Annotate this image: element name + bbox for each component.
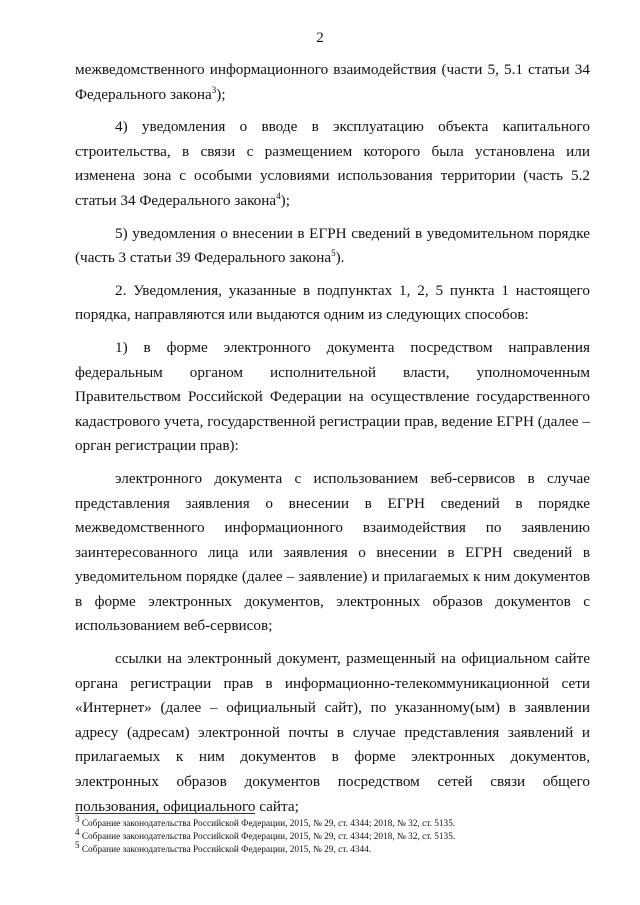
paragraph: 1) в форме электронного документа посредством направления федеральным органом исполнительной власти, уполномоченным Правительством Российской Федерации на осуществление государственного кадастрового учета, государственной регистрации прав, ведение ЕГРН (далее – орган регистрации прав): [75,338,590,455]
footnote-ref: 3 [211,84,217,95]
paragraph: межведомственного информационного взаимодействия (части 5, 5.1 статьи 34 Федерального закона$^3$); [75,61,590,103]
footnote: $^4$ Собрание законодательства Российской Федерации, 2015, № 29, ст. 4344; 2018, № 32, ст. 5135. [75,826,456,842]
footnote-divider [75,813,255,814]
paragraph: 2. Уведомления, указанные в подпунктах 1, 2, 5 пункта 1 настоящего порядка, направляются или выдаются одним из следующих способов: [75,281,590,324]
paragraph: электронного документа с использованием веб-сервисов в случае представления заявления о внесении в ЕГРН сведений в порядке межведомственного информационного взаимодействия по заявлению заинтересованного лица или заявления о внесении в ЕГРН сведений в уведомительном порядке (далее – заявление) и прилагаемых к ним документов в форме электронных документов, электронных образов документов с использованием веб-сервисов; [75,469,590,635]
paragraph: ссылки на электронный документ, размещенный на официальном сайте органа регистрации прав в информационно-телекоммуникационной сети «Интернет» (далее – официальный сайт), по указанному(ым) в заявлении адресу (адресам) электронной почты в случае представления заявлений и прилагаемых к ним документов в форме электронных документов, электронных образов документов посредством сетей связи общего пользования, официального сайта; [75,650,590,815]
page-number: 2 [316,30,324,46]
footnotes [75,813,590,857]
footnote-ref: 4 [276,190,281,201]
footnote: $^3$ Собрание законодательства Российской Федерации, 2015, № 29, ст. 4344; 2018, № 32, ст. 5135. [75,813,456,829]
paragraph: 4) уведомления о вводе в эксплуатацию объекта капитального строительства, в связи с размещением которого была установлена или изменена зона с особыми условиями использования территории (часть 5.2 статьи 34 Федерального закона$^4$); [75,118,590,209]
footnote-ref: 5 [331,248,336,259]
document-body [75,58,590,819]
footnote: $^5$ Собрание законодательства Российской Федерации, 2015, № 29, ст. 4344. [75,839,372,855]
paragraph: 5) уведомления о внесении в ЕГРН сведений в уведомительном порядке (часть 3 статьи 39 Федерального закона$^5$). [75,224,590,267]
